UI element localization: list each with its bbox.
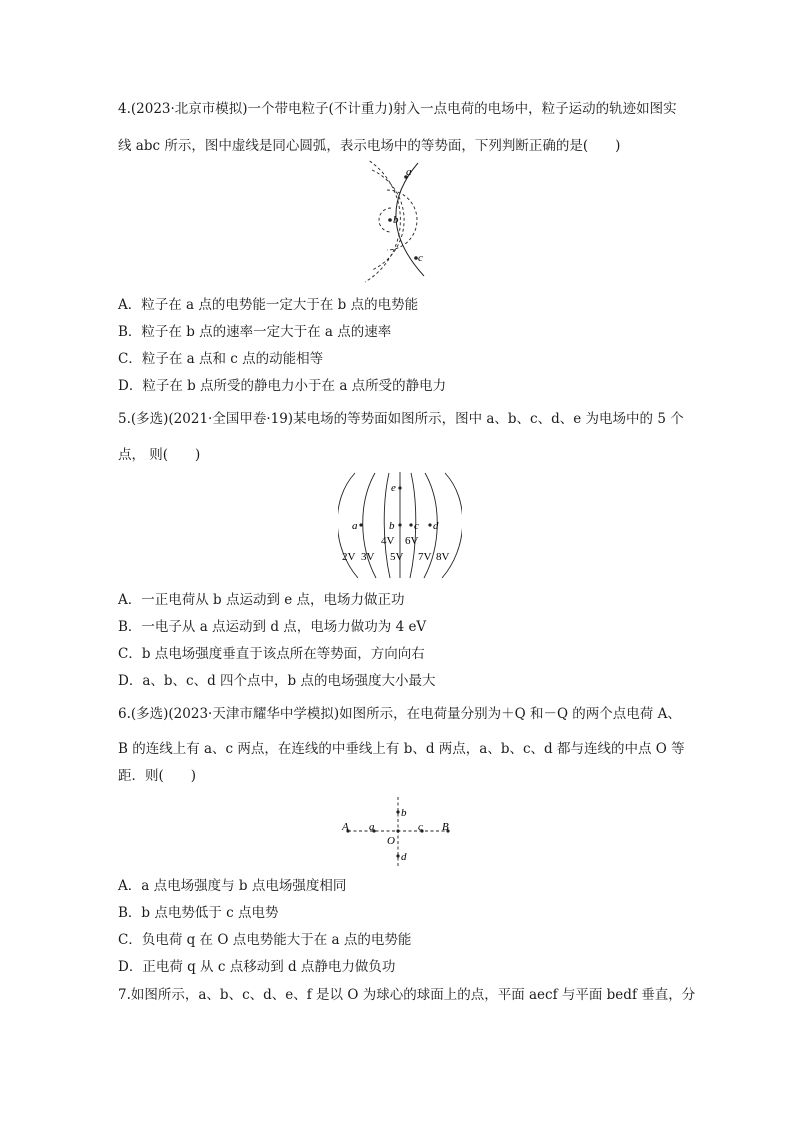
q6-option-b: B．b 点电势低于 c 点电势: [118, 905, 279, 921]
q6-point-O: [396, 829, 399, 832]
q5-stem-line1: 5.(多选)(2021·全国甲卷·19)某电场的等势面如图所示，图中 a、b、c、d、e 为电场中的 5 个: [118, 411, 684, 427]
q5-point-c: [409, 523, 412, 526]
q6-label-A: A: [342, 821, 349, 833]
q6-option-d: D．正电荷 q 从 c 点移动到 d 点静电力做负功: [118, 959, 396, 975]
q5-label-6v: 6V: [405, 535, 419, 547]
q6-label-d: d: [401, 851, 407, 863]
q5-label-3v: 3V: [361, 551, 375, 563]
q4-option-a: A．粒子在 a 点的电势能一定大于在 b 点的电势能: [118, 297, 419, 313]
q6-label-O: O: [387, 835, 395, 847]
q4-stem-line1: 4.(2023·北京市模拟)一个带电粒子(不计重力)射入一点电荷的电场中，粒子运动的轨迹如图实: [118, 101, 677, 117]
q5-point-d: [428, 523, 431, 526]
q5-label-5v: 5V: [390, 551, 404, 563]
q6-stem-line3: 距．则( ): [118, 768, 197, 784]
q5-option-a: A．一正电荷从 b 点运动到 e 点，电场力做正功: [118, 592, 405, 608]
q5-label-2v: 2V: [342, 551, 356, 563]
q5-point-e: [398, 486, 401, 489]
q6-label-a: a: [369, 821, 375, 833]
q5-option-d: D．a、b、c、d 四个点中，b 点的电场强度大小最大: [118, 673, 436, 689]
q6-point-b: [396, 810, 399, 813]
q5-option-c: C．b 点电场强度垂直于该点所在等势面，方向向右: [118, 646, 425, 662]
q6-label-b: b: [401, 807, 407, 819]
q6-point-d: [396, 854, 399, 857]
q4-label-a: a: [406, 166, 412, 178]
q5-label-d: d: [433, 520, 439, 532]
q5-stem-line2: 点， 则( ): [118, 447, 201, 463]
q4-option-b: B．粒子在 b 点的速率一定大于在 a 点的速率: [118, 324, 392, 340]
q6-stem-line1: 6.(多选)(2023·天津市耀华中学模拟)如图所示，在电荷量分别为＋Q 和－Q 的两个点电荷 A、: [118, 706, 681, 722]
q6-label-B: B: [442, 821, 449, 833]
q5-label-a: a: [352, 520, 358, 532]
q4-option-c: C．粒子在 a 点和 c 点的动能相等: [118, 351, 324, 367]
q5-point-b: [398, 523, 401, 526]
q5-label-e: e: [391, 482, 396, 494]
q4-option-d: D．粒子在 b 点所受的静电力小于在 a 点所受的静电力: [118, 378, 447, 394]
q5-label-8v: 8V: [436, 551, 450, 563]
q4-point-b: [388, 218, 392, 222]
q5-label-4v: 4V: [381, 535, 395, 547]
q4-label-b: b: [393, 214, 399, 226]
q4-figure: [355, 160, 445, 288]
q4-stem-line2: 线 abc 所示，图中虚线是同心圆弧，表示电场中的等势面，下列判断正确的是( ): [118, 138, 621, 154]
q5-label-c: c: [414, 520, 419, 532]
q5-label-7v: 7V: [418, 551, 432, 563]
q5-figure: [338, 470, 462, 586]
q4-label-c: c: [418, 252, 423, 264]
q5-option-b: B．一电子从 a 点运动到 d 点，电场力做功为 4 eV: [118, 619, 427, 635]
q4-equipotential-3: [372, 170, 404, 270]
q7-stem-line1: 7.如图所示，a、b、c、d、e、f 是以 O 为球心的球面上的点，平面 aecf 与平面 bedf 垂直，分: [118, 987, 696, 1003]
q5-point-a: [359, 523, 362, 526]
q5-label-b: b: [389, 520, 395, 532]
q6-figure: [338, 794, 462, 868]
q6-label-c: c: [418, 821, 423, 833]
q6-option-a: A．a 点电场强度与 b 点电场强度相同: [118, 878, 347, 894]
q6-option-c: C．负电荷 q 在 O 点电势能大于在 a 点的电势能: [118, 932, 412, 948]
q6-stem-line2: B 的连线上有 a、c 两点，在连线的中垂线上有 b、d 两点，a、b、c、d 都与连线的中点 O 等: [118, 741, 685, 757]
